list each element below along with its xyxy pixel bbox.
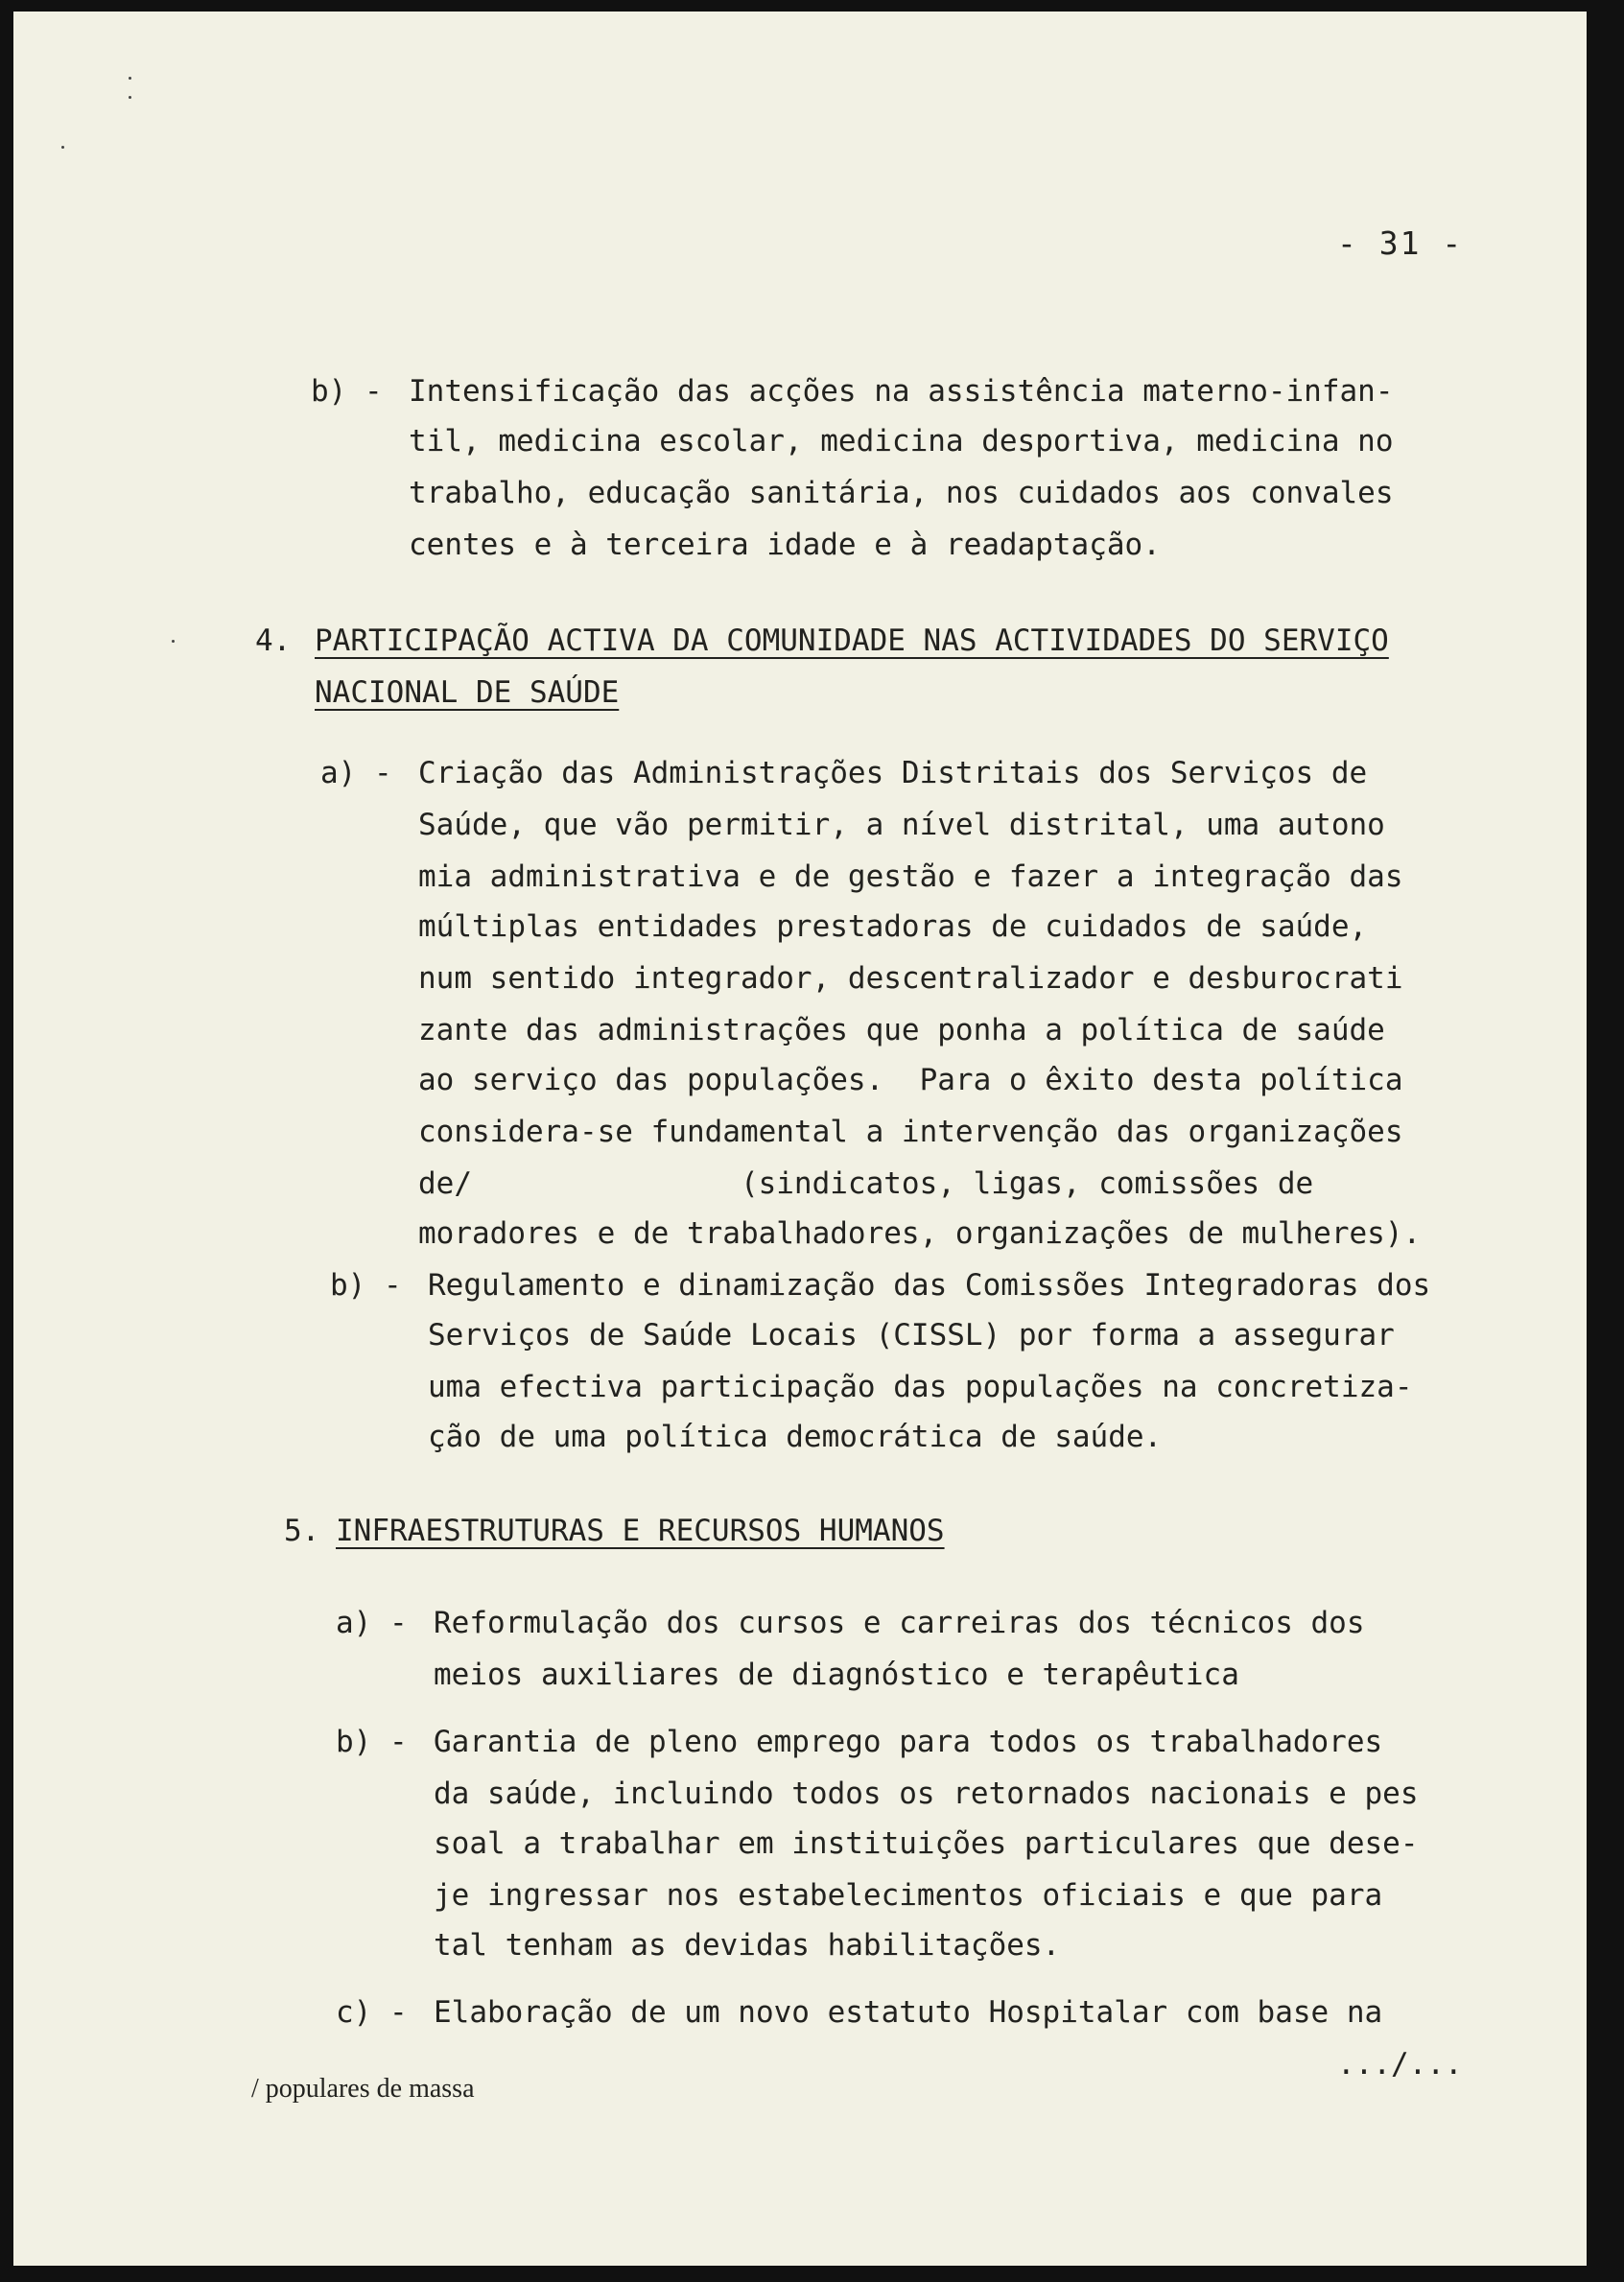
- item-label: b) -: [330, 1268, 402, 1303]
- speck: [61, 146, 64, 149]
- paragraph-line: da saúde, incluindo todos os retornados nacionais e pes: [434, 1776, 1419, 1811]
- page-number: - 31 -: [1337, 224, 1464, 262]
- paragraph-line: je ingressar nos estabelecimentos oficiais e que para: [434, 1878, 1383, 1913]
- item-label: a) -: [336, 1606, 408, 1640]
- paragraph-line: mia administrativa e de gestão e fazer a integração das: [418, 859, 1403, 894]
- paragraph-line: Intensificação das acções na assistência materno-infan-: [409, 374, 1394, 409]
- item-label: b) -: [336, 1725, 408, 1759]
- item-label: a) -: [320, 756, 392, 790]
- paragraph-line: meios auxiliares de diagnóstico e terapêutica: [434, 1658, 1239, 1692]
- paragraph-line: de/ (sindicatos, ligas, comissões de: [418, 1166, 1314, 1201]
- paragraph-line: Saúde, que vão permitir, a nível distrital, uma autono: [418, 808, 1385, 842]
- paragraph-line: Garantia de pleno emprego para todos os trabalhadores: [434, 1725, 1383, 1759]
- item-label: c) -: [336, 1995, 408, 2030]
- item-label: b) -: [311, 374, 383, 409]
- paragraph-line: ção de uma política democrática de saúde.: [428, 1420, 1163, 1454]
- paragraph-line: num sentido integrador, descentralizador e desburocrati: [418, 961, 1403, 996]
- paragraph-line: Criação das Administrações Distritais dos Serviços de: [418, 756, 1368, 790]
- paragraph-line: tal tenham as devidas habilitações.: [434, 1928, 1061, 1963]
- paragraph-line: uma efectiva participação das populações na concretiza-: [428, 1370, 1413, 1404]
- speck: [129, 96, 131, 99]
- paragraph-line: considera-se fundamental a intervenção das organizações: [418, 1115, 1403, 1149]
- footnote: / populares de massa: [251, 2074, 475, 2104]
- paragraph-line: trabalho, educação sanitária, nos cuidados aos convales: [409, 476, 1394, 510]
- paragraph-line: Reformulação dos cursos e carreiras dos técnicos dos: [434, 1606, 1365, 1640]
- section-heading-line: NACIONAL DE SAÚDE: [315, 675, 620, 710]
- section-heading-line: PARTICIPAÇÃO ACTIVA DA COMUNIDADE NAS ACTIVIDADES DO SERVIÇO: [315, 623, 1389, 658]
- paragraph-line: Serviços de Saúde Locais (CISSL) por forma a assegurar: [428, 1318, 1395, 1353]
- speck: [172, 640, 175, 643]
- paragraph-line: til, medicina escolar, medicina desportiva, medicina no: [409, 424, 1394, 459]
- paragraph-line: múltiplas entidades prestadoras de cuidados de saúde,: [418, 909, 1368, 944]
- paragraph-line: zante das administrações que ponha a política de saúde: [418, 1013, 1385, 1047]
- speck: [129, 77, 131, 80]
- continuation-mark: .../...: [1337, 2047, 1463, 2082]
- section-number: 5.: [284, 1514, 320, 1548]
- paragraph-line: centes e à terceira idade e à readaptação.: [409, 528, 1161, 562]
- paragraph-line: soal a trabalhar em instituições particulares que dese-: [434, 1826, 1419, 1861]
- section-heading-line: INFRAESTRUTURAS E RECURSOS HUMANOS: [336, 1514, 945, 1548]
- document-page: [13, 12, 1587, 2266]
- section-number: 4.: [255, 623, 292, 658]
- paragraph-line: Regulamento e dinamização das Comissões Integradoras dos: [428, 1268, 1431, 1303]
- paragraph-line: ao serviço das populações. Para o êxito desta política: [418, 1063, 1403, 1097]
- paragraph-line: Elaboração de um novo estatuto Hospitalar com base na: [434, 1995, 1383, 2030]
- paragraph-line: moradores e de trabalhadores, organizações de mulheres).: [418, 1216, 1422, 1251]
